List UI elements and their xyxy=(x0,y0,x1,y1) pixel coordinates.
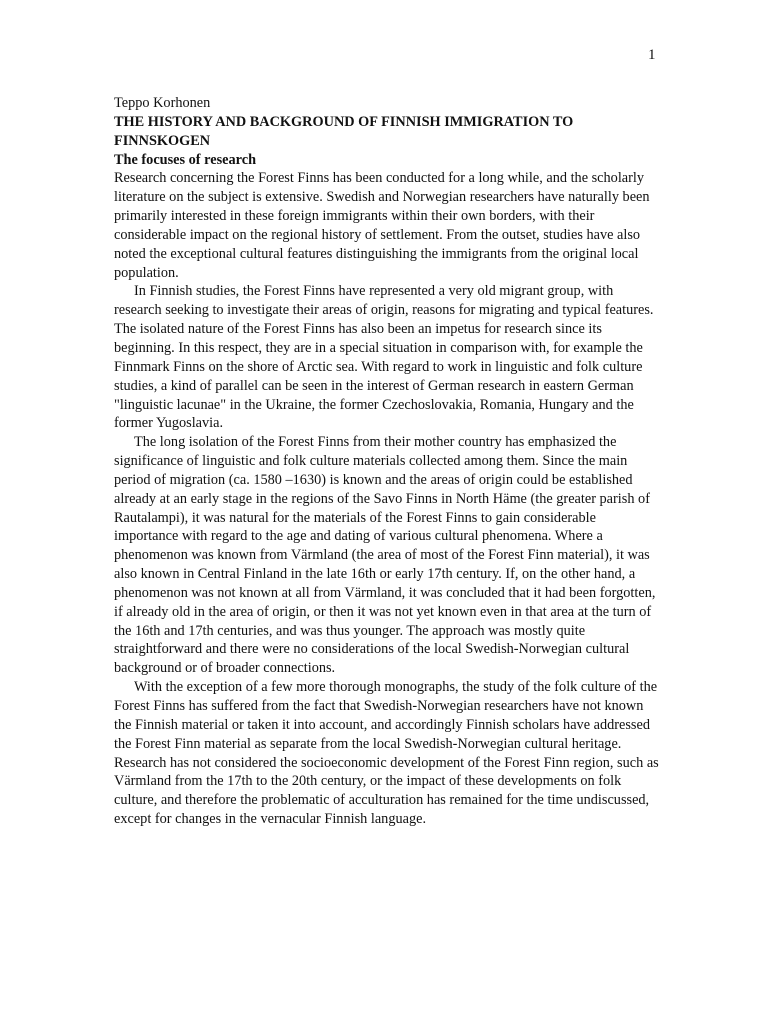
paragraph: In Finnish studies, the Forest Finns have represented a very old migrant group, with research seeking to investigate their areas of origin, reasons for migrating and typical features. The isolated nature of the Forest Finns has also been an impetus for research since its beginning. In this respect, they are in a special situation in comparison with, for example the Finnmark Finns on the shore of Arctic sea. With regard to work in linguistic and folk culture studies, a kind of parallel can be seen in the interest of German research in eastern German "linguistic lacunae" in the Ukraine, the former Czechoslovakia, Romania, Hungary and the former Yugoslavia. xyxy=(114,283,654,432)
paragraph: Research concerning the Forest Finns has been conducted for a long while, and the scholarly literature on the subject is extensive. Swedish and Norwegian researchers have naturally been primarily interested in these foreign immigrants within their own borders, with their considerable impact on the regional history of settlement. From the outset, studies have also noted the exceptional cultural features distinguishing the immigrants from the original local population. xyxy=(114,170,650,281)
paragraph: With the exception of a few more thorough monographs, the study of the folk culture of the Forest Finns has suffered from the fact that Swedish-Norwegian researchers have not known the Finnish material or taken it into account, and accordingly Finnish scholars have addressed the Forest Finn material as separate from the local Swedish-Norwegian cultural heritage. Research has not considered the socioeconomic development of the Forest Finn region, such as Värmland from the 17th to the 20th century, or the impact of these developments on folk culture, and therefore the problematic of acculturation has remained for the time undiscussed, except for changes in the vernacular Finnish language. xyxy=(114,679,659,828)
section-heading: The focuses of research xyxy=(114,151,257,168)
page-number: 1 xyxy=(648,47,656,63)
paragraph: The long isolation of the Forest Finns from their mother country has emphasized the significance of linguistic and folk culture materials collected among them. Since the main period of migration (ca. 1580 –1630) is known and the areas of origin could be established already at an early stage in the regions of the Savo Finns in North Häme (the greater parish of Rautalampi), it was natural for the materials of the Forest Finns to gain considerable importance with regard to the age and dating of various cultural phenomena. Where a phenomenon was known from Värmland (the area of most of the Forest Finn material), it was also known in Central Finland in the late 16th or early 17th century. If, on the other hand, a phenomenon was not known at all from Värmland, it was concluded that it had been forgotten, if already old in the area of origin, or then it was not yet known even in that area at the turn of the 16th and 17th centuries, and was thus younger. The approach was mostly quite straightforward and there were no considerations of the local Swedish-Norwegian cultural background or of broader connections. xyxy=(114,434,656,677)
author-name: Teppo Korhonen xyxy=(114,95,211,111)
document-body xyxy=(114,94,659,829)
document-title: THE HISTORY AND BACKGROUND OF FINNISH IMMIGRATION TO FINNSKOGEN xyxy=(114,113,574,149)
